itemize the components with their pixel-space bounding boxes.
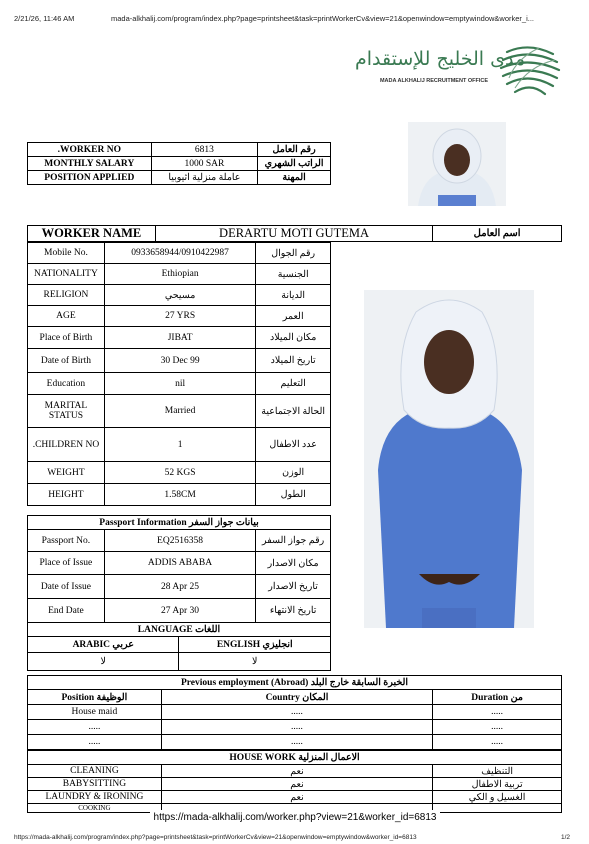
summary-label-en: POSITION APPLIED (28, 171, 152, 185)
details-table (27, 242, 331, 506)
employment-duration: ..... (433, 735, 562, 750)
details-row (28, 395, 331, 428)
details-value: 0933658944/0910422987 (104, 243, 255, 264)
print-footer-url: https://mada-alkhalij.com/program/index.php?page=printsheet&task=printWorkerCv&view=21&openwindow=emptywindow&worker_id=6813 (14, 834, 417, 841)
details-label-en: Education (28, 373, 105, 395)
summary-label-ar: الراتب الشهري (258, 157, 331, 171)
employment-col-duration: Duration من (433, 690, 562, 705)
details-row (28, 349, 331, 373)
employment-country: ..... (161, 705, 432, 720)
passport-label-en: Passport No. (28, 530, 105, 552)
language-english-value: لا (179, 653, 331, 671)
employment-country: ..... (161, 735, 432, 750)
worker-name-table (27, 225, 562, 242)
employment-duration: ..... (433, 705, 562, 720)
details-row (28, 462, 331, 484)
housework-row (28, 778, 562, 791)
worker-name-label-ar: اسم العامل (433, 226, 562, 242)
housework-label-en: CLEANING (28, 765, 162, 778)
details-value: 1.58CM (104, 484, 255, 506)
details-value: Ethiopian (104, 264, 255, 285)
housework-label-ar: تربية الاطفال (433, 778, 562, 791)
passport-title (28, 516, 331, 530)
employment-country: ..... (161, 720, 432, 735)
print-datetime: 2/21/26, 11:46 AM (14, 14, 75, 23)
passport-row (28, 552, 331, 575)
passport-label-ar: تاريخ الاصدار (256, 575, 331, 599)
summary-label-en: .WORKER NO (28, 143, 152, 157)
details-label-ar: عدد الاطفال (256, 428, 331, 462)
housework-label-en: COOKING (28, 804, 162, 813)
worker-link[interactable]: https://mada-alkhalij.com/worker.php?view=21&worker_id=6813 (150, 810, 440, 825)
details-label-ar: العمر (256, 306, 331, 327)
details-label-ar: الديانة (256, 285, 331, 306)
employment-position: ..... (28, 720, 162, 735)
details-label-ar: مكان الميلاد (256, 327, 331, 349)
language-arabic-label: ARABIC عربي (28, 637, 179, 653)
summary-label-ar: رقم العامل (258, 143, 331, 157)
summary-label-en: MONTHLY SALARY (28, 157, 152, 171)
summary-row (28, 171, 331, 185)
details-row (28, 285, 331, 306)
details-row (28, 428, 331, 462)
details-label-en: AGE (28, 306, 105, 327)
employment-row (28, 720, 562, 735)
summary-label-ar: المهنة (258, 171, 331, 185)
summary-value: عاملة منزلية اثيوبيا (151, 171, 258, 185)
language-title (28, 623, 331, 637)
passport-label-en: End Date (28, 599, 105, 623)
details-row (28, 243, 331, 264)
passport-title-ar: بيانات جواز السفر (189, 518, 259, 528)
language-title-en: LANGUAGE (137, 625, 193, 635)
employment-position: ..... (28, 735, 162, 750)
logo-arabic-text: مدى الخليج للإستقدام (355, 48, 526, 70)
passport-label-ar: رقم جواز السفر (256, 530, 331, 552)
details-row (28, 327, 331, 349)
passport-label-ar: تاريخ الانتهاء (256, 599, 331, 623)
summary-value: 6813 (151, 143, 258, 157)
language-english-label: ENGLISH انجليزي (179, 637, 331, 653)
passport-value: 28 Apr 25 (104, 575, 255, 599)
housework-row (28, 791, 562, 804)
details-label-en: Place of Birth (28, 327, 105, 349)
summary-row (28, 143, 331, 157)
employment-duration: ..... (433, 720, 562, 735)
housework-value: نعم (161, 778, 432, 791)
housework-value: نعم (161, 791, 432, 804)
details-label-en: Mobile No. (28, 243, 105, 264)
details-value: 27 YRS (104, 306, 255, 327)
details-value: 52 KGS (104, 462, 255, 484)
passport-value: EQ2516358 (104, 530, 255, 552)
employment-title: Previous employment (Abroad) الخبرة السابقة خارج البلد (28, 676, 562, 690)
print-url: mada-alkhalij.com/program/index.php?page=printsheet&task=printWorkerCv&view=21&openwindow=emptywindow&worker_i... (111, 14, 534, 23)
details-value: 1 (104, 428, 255, 462)
worker-name-label-en: WORKER NAME (28, 226, 156, 242)
passport-label-en: Place of Issue (28, 552, 105, 575)
details-value: nil (104, 373, 255, 395)
details-label-en: RELIGION (28, 285, 105, 306)
details-row (28, 373, 331, 395)
housework-label-ar (433, 804, 562, 813)
details-row (28, 264, 331, 285)
details-label-ar: الوزن (256, 462, 331, 484)
housework-label-en: BABYSITTING (28, 778, 162, 791)
details-row (28, 306, 331, 327)
details-label-en: .CHILDREN NO (28, 428, 105, 462)
details-label-en: MARITAL STATUS (28, 395, 105, 428)
logo-english-text: MADA ALKHALIJ RECRUITMENT OFFICE (379, 78, 488, 84)
summary-row (28, 157, 331, 171)
details-label-ar: التعليم (256, 373, 331, 395)
housework-label-ar: الغسيل و الكي (433, 791, 562, 804)
employment-position: House maid (28, 705, 162, 720)
housework-row (28, 765, 562, 778)
passport-table (27, 515, 331, 623)
details-label-ar: الحالة الاجتماعية (256, 395, 331, 428)
employment-row (28, 705, 562, 720)
details-label-ar: الجنسية (256, 264, 331, 285)
details-label-ar: تاريخ الميلاد (256, 349, 331, 373)
language-arabic-value: لا (28, 653, 179, 671)
employment-row (28, 735, 562, 750)
print-page-number: 1/2 (561, 834, 571, 841)
passport-value: ADDIS ABABA (104, 552, 255, 575)
passport-label-ar: مكان الاصدار (256, 552, 331, 575)
details-row (28, 484, 331, 506)
details-value: مسيحي (104, 285, 255, 306)
summary-table (27, 142, 331, 185)
worker-photo-small (408, 122, 506, 206)
details-label-en: WEIGHT (28, 462, 105, 484)
globe-logo-icon (495, 38, 563, 100)
summary-value: 1000 SAR (151, 157, 258, 171)
passport-title-en: Passport Information (99, 518, 187, 528)
passport-row (28, 599, 331, 623)
housework-label-en: LAUNDRY & IRONING (28, 791, 162, 804)
housework-title: HOUSE WORK الاعمال المنزلية (28, 751, 562, 765)
details-value: 30 Dec 99 (104, 349, 255, 373)
passport-label-en: Date of Issue (28, 575, 105, 599)
details-value: JIBAT (104, 327, 255, 349)
details-value: Married (104, 395, 255, 428)
details-label-ar: رقم الجوال (256, 243, 331, 264)
housework-label-ar: التنظيف (433, 765, 562, 778)
passport-row (28, 530, 331, 552)
worker-photo-large (364, 290, 534, 628)
worker-name-value: DERARTU MOTI GUTEMA (155, 226, 432, 242)
passport-value: 27 Apr 30 (104, 599, 255, 623)
details-label-ar: الطول (256, 484, 331, 506)
housework-table (27, 750, 562, 813)
language-title-ar: اللغات (195, 625, 221, 635)
employment-table (27, 675, 562, 750)
details-label-en: NATIONALITY (28, 264, 105, 285)
language-table (27, 622, 331, 671)
employment-col-position: Position الوظيفة (28, 690, 162, 705)
details-label-en: HEIGHT (28, 484, 105, 506)
housework-value: نعم (161, 765, 432, 778)
employment-col-country: Country المكان (161, 690, 432, 705)
passport-row (28, 575, 331, 599)
details-label-en: Date of Birth (28, 349, 105, 373)
